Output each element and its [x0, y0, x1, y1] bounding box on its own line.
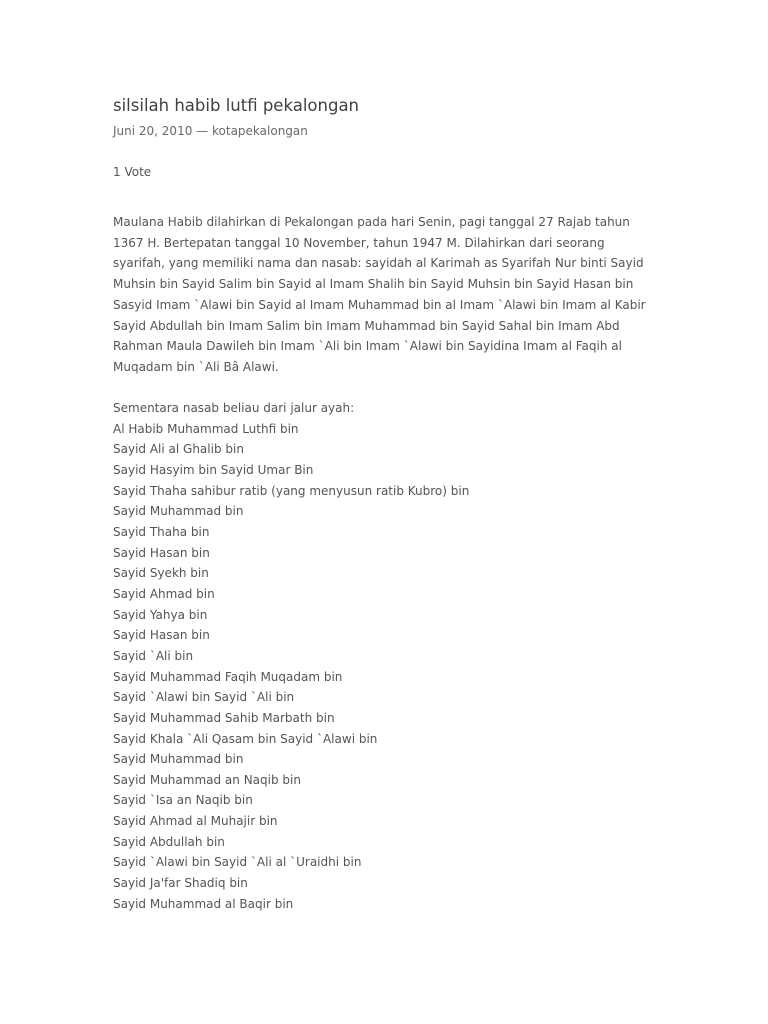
post-meta: [113, 124, 308, 138]
lineage-item: Sayid `Isa an Naqib bin: [113, 793, 253, 808]
lineage-item: Sayid Thaha sahibur ratib (yang menyusun ratib Kubro) bin: [113, 483, 470, 498]
lineage-item: Sayid Ahmad al Muhajir bin: [113, 814, 278, 829]
post-author: kotapekalongan: [212, 124, 308, 138]
intro-line: Sayid Abdullah bin Imam Salim bin Imam Muhammad bin Sayid Sahal bin Imam Abd: [113, 318, 620, 333]
lineage-item: Sayid Khala `Ali Qasam bin Sayid `Alawi bin: [113, 731, 378, 746]
vote-count: 1 Vote: [113, 165, 152, 179]
lineage-item: Sayid Muhammad bin: [113, 752, 244, 767]
post-date: Juni 20, 2010: [113, 124, 193, 138]
lineage-item: Sayid Hasan bin: [113, 545, 210, 560]
post-title: silsilah habib lutfi pekalongan: [113, 96, 360, 115]
intro-line: 1367 H. Bertepatan tanggal 10 November, tahun 1947 M. Dilahirkan dari seorang: [113, 235, 605, 250]
intro-paragraph: [113, 212, 673, 378]
lineage-item: Sayid Ahmad bin: [113, 586, 215, 601]
lineage-item: Sayid Muhammad an Naqib bin: [113, 772, 301, 787]
lineage-item: Sayid Thaha bin: [113, 524, 210, 539]
intro-line: Rahman Maula Dawileh bin Imam `Ali bin Imam `Alawi bin Sayidina Imam al Faqih al: [113, 339, 622, 354]
lineage-list: [113, 398, 673, 914]
intro-line: Muqadam bin `Ali Bâ Alawi.: [113, 359, 279, 374]
lineage-item: Sayid Abdullah bin: [113, 834, 225, 849]
lineage-item: Sayid Muhammad al Baqir bin: [113, 896, 294, 911]
lineage-item: Sayid Ali al Ghalib bin: [113, 442, 244, 457]
intro-line: syarifah, yang memiliki nama dan nasab: sayidah al Karimah as Syarifah Nur binti Sayid: [113, 256, 644, 271]
intro-line: Sasyid Imam `Alawi bin Sayid al Imam Muhammad bin al Imam `Alawi bin Imam al Kabir: [113, 297, 646, 312]
lineage-item: Sayid Muhammad Faqih Muqadam bin: [113, 669, 343, 684]
lineage-item: Sayid Muhammad bin: [113, 504, 244, 519]
lineage-item: Sayid `Alawi bin Sayid `Ali bin: [113, 690, 295, 705]
lineage-item: Sayid Syekh bin: [113, 566, 209, 581]
lineage-item: Sayid Muhammad Sahib Marbath bin: [113, 710, 335, 725]
lineage-item: Al Habib Muhammad Luthfi bin: [113, 421, 299, 436]
lineage-item: Sayid Yahya bin: [113, 607, 208, 622]
lineage-heading: Sementara nasab beliau dari jalur ayah:: [113, 401, 355, 415]
lineage-item: Sayid `Alawi bin Sayid `Ali al `Uraidhi bin: [113, 855, 362, 870]
meta-separator: —: [196, 124, 209, 138]
intro-line: Muhsin bin Sayid Salim bin Sayid al Imam Shalih bin Sayid Muhsin bin Sayid Hasan bin: [113, 277, 634, 292]
lineage-item: Sayid Hasyim bin Sayid Umar Bin: [113, 462, 314, 477]
intro-line: Maulana Habib dilahirkan di Pekalongan pada hari Senin, pagi tanggal 27 Rajab tahun: [113, 215, 630, 229]
lineage-item: Sayid Hasan bin: [113, 628, 210, 643]
lineage-item: Sayid `Ali bin: [113, 648, 194, 663]
lineage-item: Sayid Ja'far Shadiq bin: [113, 876, 248, 891]
